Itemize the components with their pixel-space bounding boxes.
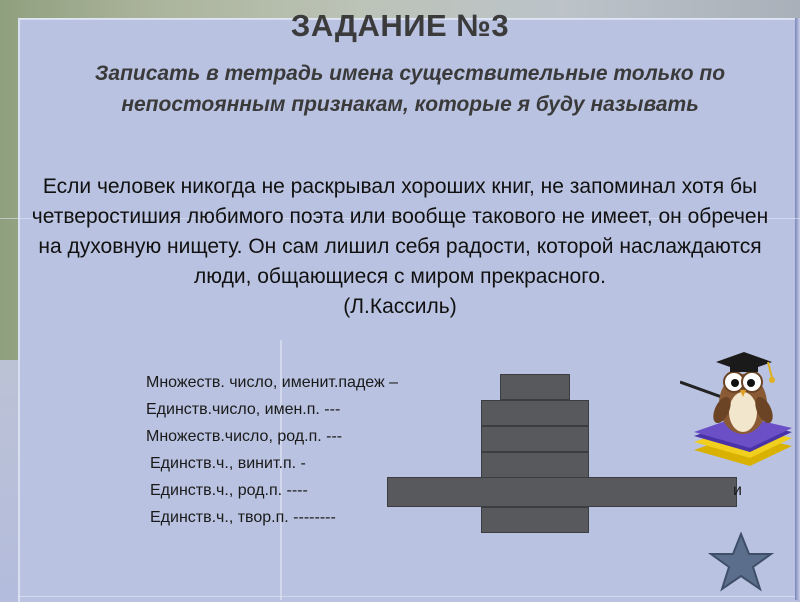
star-navigation-icon[interactable]	[708, 532, 774, 597]
cut-off-letter: и	[733, 482, 742, 499]
task-line: Множеств.число, род.п. ---	[146, 428, 343, 445]
quote-text: Если человек никогда не раскрывал хороших книг, не запоминал хотя бы четверостишия любимого поэта или вообще такового не имеет, он обречен на духовную нищету. Он сам лишил себя радости, которой наслаждаются люди, общающиеся с миром прекрасного.	[31, 175, 769, 288]
answer-box[interactable]	[481, 426, 589, 452]
task-line: Единств.число, имен.п. ---	[146, 401, 341, 418]
answer-box[interactable]	[481, 400, 589, 426]
slide-title: ЗАДАНИЕ №3	[290, 8, 510, 43]
answer-box[interactable]	[481, 452, 589, 478]
task-line: Множеств. число, именит.падеж –	[146, 374, 399, 391]
task-line: Единств.ч., род.п. ----	[150, 482, 308, 499]
answer-box[interactable]	[481, 507, 589, 533]
answer-box[interactable]	[500, 374, 570, 400]
task-instruction: Записать в тетрадь имена существительные только по непостоянным признакам, которые я буду называть	[94, 62, 726, 116]
quote-block	[30, 172, 770, 322]
owl-teacher-icon	[680, 342, 800, 472]
quote-author: (Л.Кассиль)	[343, 295, 457, 318]
task-line: Единств.ч., винит.п. -	[150, 455, 306, 472]
task-line: Единств.ч., твор.п. --------	[150, 509, 336, 526]
panel-edge	[795, 18, 800, 600]
ghost-frame-line	[18, 596, 795, 597]
answer-box[interactable]	[387, 477, 737, 507]
